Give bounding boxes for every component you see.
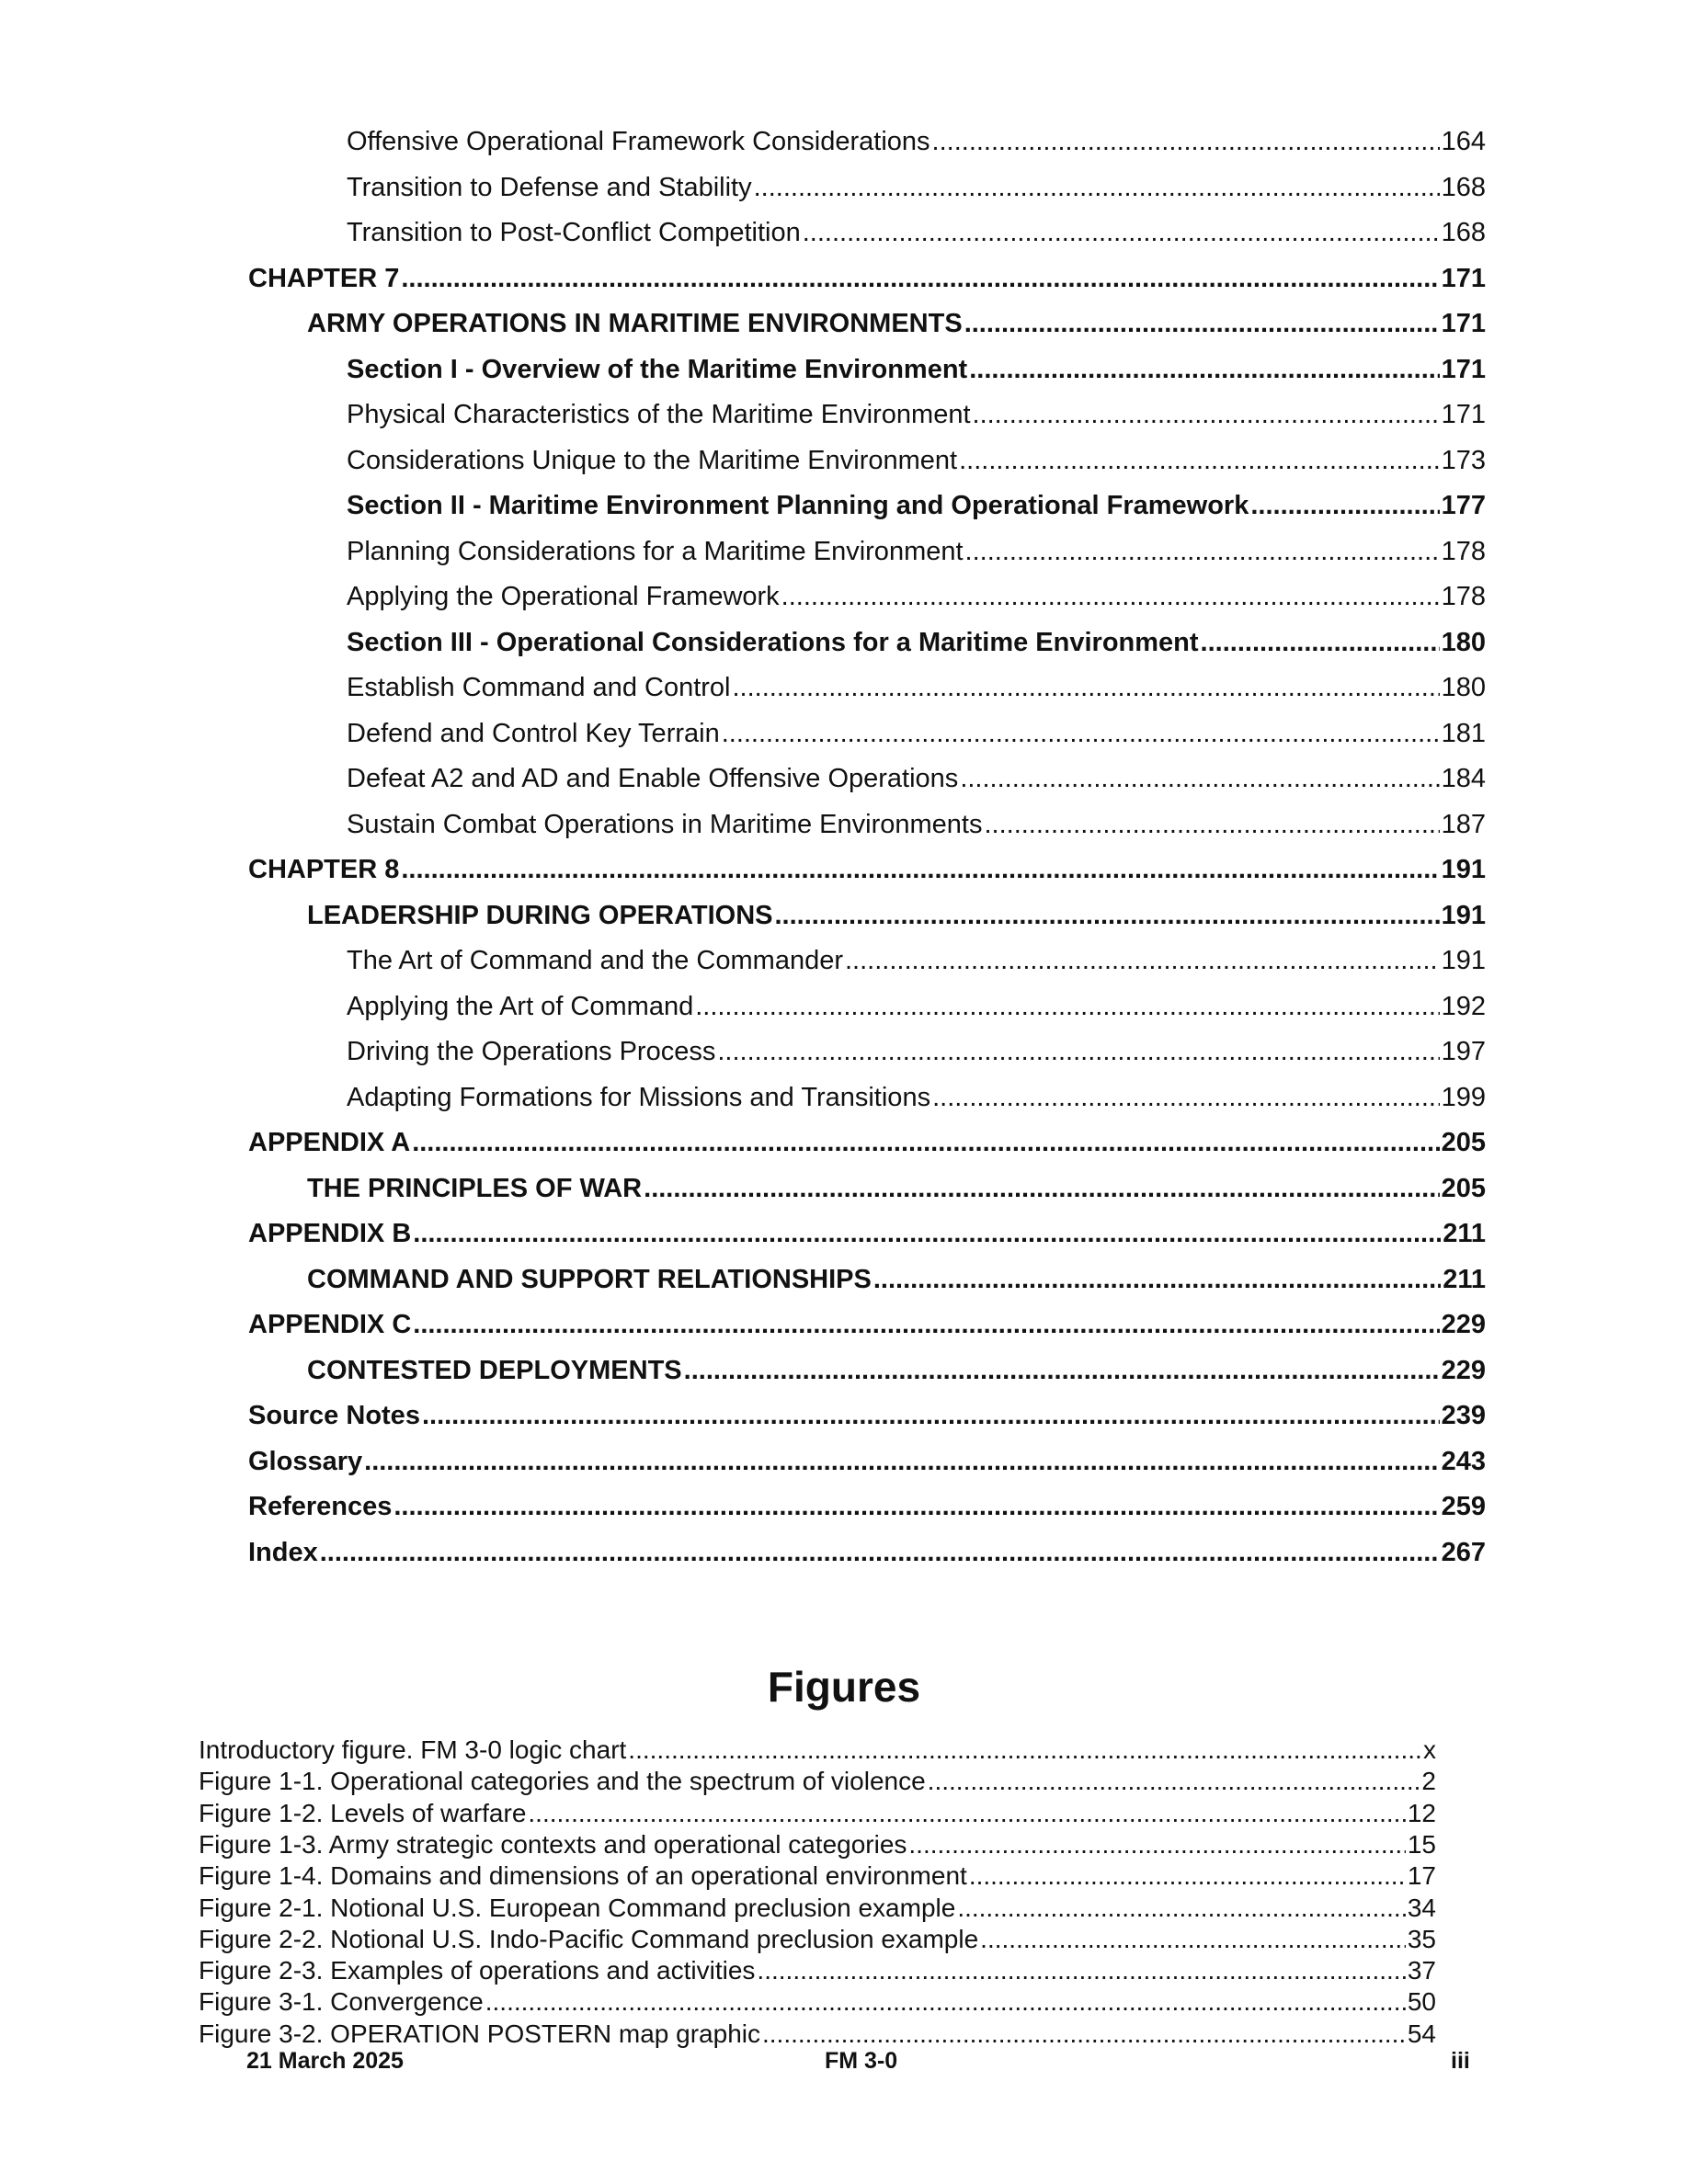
toc-entry-page: 168 [1441,172,1486,202]
toc-entry-title: Transition to Defense and Stability [347,172,752,202]
toc-entry-title: Source Notes [248,1401,420,1430]
dot-leader [762,2019,1406,2049]
toc-entry-page: 191 [1441,855,1486,884]
dot-leader [754,173,1440,203]
toc-entry-page: 171 [1441,263,1486,293]
toc-entry-page: 243 [1441,1446,1486,1476]
dot-leader [973,400,1440,430]
toc-entry[interactable] [248,1128,1486,1158]
figure-entry-title: Figure 1-4. Domains and dimensions of an operational environment [199,1861,967,1891]
dot-leader [803,218,1440,248]
toc-entry-page: 211 [1443,1219,1486,1248]
figure-entry-title: Figure 3-2. OPERATION POSTERN map graphic [199,2019,760,2048]
figure-entry-title: Introductory figure. FM 3-0 logic chart [199,1735,627,1764]
toc-entry-page: 177 [1441,491,1486,520]
dot-leader [413,1310,1439,1340]
toc-entry[interactable] [347,400,1486,430]
toc-entry[interactable] [347,582,1486,612]
toc-entry-title: Driving the Operations Process [347,1037,716,1066]
figure-entry[interactable] [199,1956,1436,1985]
toc-entry-title: Sustain Combat Operations in Maritime Environments [347,809,983,839]
toc-entry[interactable] [347,355,1486,385]
toc-entry[interactable] [347,218,1486,248]
toc-entry-title: CHAPTER 7 [248,263,400,293]
figure-entry-title: Figure 2-3. Examples of operations and activities [199,1956,756,1985]
dot-leader [781,582,1440,612]
dot-leader [980,1925,1406,1954]
toc-entry[interactable] [347,719,1486,749]
toc-entry-title: Section I - Overview of the Maritime Environment [347,354,968,384]
toc-entry[interactable] [248,1492,1486,1522]
dot-leader [957,1894,1406,1923]
toc-entry[interactable] [347,628,1486,658]
dot-leader [928,1767,1420,1796]
toc-entry[interactable] [347,446,1486,476]
toc-entry-title: APPENDIX A [248,1128,411,1157]
dot-leader [959,446,1440,476]
dot-leader [969,1861,1406,1891]
toc-entry-page: 211 [1443,1264,1486,1294]
toc-entry-title: Section II - Maritime Environment Planning and Operational Framework [347,491,1249,520]
figure-entry-title: Figure 2-1. Notional U.S. European Command preclusion example [199,1893,956,1922]
figure-entry[interactable] [199,1735,1436,1765]
figure-entry-title: Figure 1-3. Army strategic contexts and operational categories [199,1829,907,1859]
figure-entry-page: 2 [1421,1767,1436,1796]
dot-leader [364,1447,1439,1477]
toc-entry-title: LEADERSHIP DURING OPERATIONS [307,900,773,930]
dot-leader [401,264,1439,294]
figure-entry-title: Figure 1-2. Levels of warfare [199,1798,527,1827]
dot-leader [845,946,1440,976]
dot-leader [695,992,1439,1022]
dot-leader [964,309,1440,339]
toc-entry-page: 199 [1441,1082,1486,1112]
toc-entry-page: 171 [1441,309,1486,338]
figure-entry[interactable] [199,1799,1436,1828]
figure-entry-title: Figure 1-1. Operational categories and the spectrum of violence [199,1767,926,1796]
toc-entry-page: 205 [1441,1173,1486,1203]
dot-leader [873,1265,1441,1295]
dot-leader [984,810,1439,840]
dot-leader [717,1037,1439,1067]
figure-entry-page: 37 [1407,1956,1436,1985]
toc-entry-title: Section III - Operational Considerations for a Maritime Environment [347,627,1199,657]
toc-entry[interactable] [347,173,1486,203]
dot-leader [412,1128,1439,1158]
dot-leader [932,1083,1440,1113]
figure-entry-title: Figure 3-1. Convergence [199,1987,484,2017]
dot-leader [908,1830,1405,1860]
toc-entry-title: ARMY OPERATIONS IN MARITIME ENVIRONMENTS [307,309,963,338]
toc-entry[interactable] [347,1083,1486,1113]
toc-entry[interactable] [307,1265,1486,1295]
figure-entry-page: 54 [1407,2019,1436,2048]
toc-entry-title: Offensive Operational Framework Considerations [347,127,930,156]
dot-leader [965,537,1440,567]
toc-entry-title: Adapting Formations for Missions and Transitions [347,1082,931,1112]
toc-entry[interactable] [347,764,1486,794]
toc-entry-page: 197 [1441,1037,1486,1066]
toc-entry[interactable] [347,127,1486,157]
toc-entry[interactable] [248,1447,1486,1477]
toc-entry[interactable] [347,673,1486,703]
toc-entry-page: 229 [1441,1355,1486,1385]
toc-entry-title: References [248,1492,393,1521]
toc-entry-page: 173 [1441,445,1486,475]
dot-leader [401,855,1439,885]
figure-entry[interactable] [199,1894,1436,1923]
toc-entry-page: 187 [1441,809,1486,839]
dot-leader [969,355,1439,385]
toc-entry-title: Glossary [248,1446,363,1476]
toc-entry-title: CONTESTED DEPLOYMENTS [307,1355,682,1385]
toc-entry-title: Planning Considerations for a Maritime Environment [347,536,964,566]
dot-leader [528,1799,1405,1828]
dot-leader [422,1401,1440,1431]
toc-entry-title: COMMAND AND SUPPORT RELATIONSHIPS [307,1264,872,1294]
dot-leader [684,1356,1440,1386]
toc-entry-page: 259 [1441,1492,1486,1521]
dot-leader [628,1735,1421,1765]
toc-entry-page: 180 [1441,673,1486,702]
figure-entry[interactable] [199,1861,1436,1891]
toc-entry-title: Establish Command and Control [347,673,731,702]
figure-entry[interactable] [199,2019,1436,2049]
figure-entry[interactable] [199,1925,1436,1954]
dot-leader [1250,491,1439,521]
toc-entry[interactable] [248,1219,1486,1249]
toc-entry-title: APPENDIX C [248,1310,412,1339]
toc-entry-title: THE PRINCIPLES OF WAR [307,1173,643,1203]
dot-leader [732,673,1439,703]
footer-date: 21 March 2025 [246,2048,404,2074]
toc-entry-title: Considerations Unique to the Maritime Environment [347,445,958,475]
toc-entry-page: 267 [1441,1537,1486,1567]
toc-entry[interactable] [347,537,1486,567]
dot-leader [413,1219,1441,1249]
toc-entry-page: 178 [1441,536,1486,566]
dot-leader [932,127,1440,157]
figure-entry[interactable] [199,1830,1436,1860]
dot-leader [393,1492,1439,1522]
figure-entry-page: x [1423,1735,1436,1764]
figure-entry[interactable] [199,1987,1436,2017]
toc-entry-page: 191 [1441,900,1486,930]
toc-entry[interactable] [248,1538,1486,1568]
toc-entry-page: 192 [1441,991,1486,1021]
toc-entry-title: Applying the Art of Command [347,991,694,1021]
figures-heading: Figures [767,1663,921,1711]
toc-entry-title: Index [248,1537,318,1567]
toc-entry-page: 239 [1441,1401,1486,1430]
toc-entry-page: 178 [1441,582,1486,611]
toc-entry[interactable] [307,1356,1486,1386]
footer-doc-id: FM 3-0 [825,2048,898,2074]
toc-entry-page: 184 [1441,764,1486,793]
toc-entry-page: 164 [1441,127,1486,156]
dot-leader [774,901,1439,931]
toc-entry-title: Applying the Operational Framework [347,582,780,611]
toc-entry-title: Transition to Post-Conflict Competition [347,218,801,247]
dot-leader [644,1174,1439,1204]
toc-entry-page: 168 [1441,218,1486,247]
toc-entry[interactable] [347,1037,1486,1067]
dot-leader [485,1987,1406,2017]
toc-entry[interactable] [347,491,1486,521]
toc-entry-title: CHAPTER 8 [248,855,400,884]
toc-entry[interactable] [248,855,1486,885]
figure-entry-page: 12 [1407,1798,1436,1827]
toc-entry[interactable] [307,901,1486,931]
figure-entry-page: 50 [1407,1987,1436,2017]
toc-entry-page: 181 [1441,718,1486,748]
toc-entry[interactable] [347,992,1486,1022]
toc-entry-title: Defeat A2 and AD and Enable Offensive Operations [347,764,959,793]
toc-entry[interactable] [307,1174,1486,1204]
dot-leader [722,719,1440,749]
toc-entry[interactable] [347,810,1486,840]
dot-leader [757,1956,1405,1985]
figure-entry-page: 35 [1407,1924,1436,1953]
footer-page-number: iii [1451,2048,1470,2074]
toc-entry-page: 191 [1441,946,1486,975]
toc-entry[interactable] [248,1401,1486,1431]
toc-entry-page: 180 [1441,627,1486,657]
figure-entry[interactable] [199,1767,1436,1796]
toc-entry-title: The Art of Command and the Commander [347,946,843,975]
toc-entry-page: 205 [1441,1128,1486,1157]
figure-entry-title: Figure 2-2. Notional U.S. Indo-Pacific Command preclusion example [199,1924,979,1953]
toc-entry-title: Defend and Control Key Terrain [347,718,720,748]
figure-entry-page: 17 [1407,1861,1436,1891]
dot-leader [320,1538,1440,1568]
toc-entry[interactable] [248,264,1486,294]
dot-leader [960,764,1439,794]
toc-entry-page: 171 [1441,354,1486,384]
figure-entry-page: 34 [1407,1893,1436,1922]
toc-entry[interactable] [307,309,1486,339]
toc-entry[interactable] [248,1310,1486,1340]
toc-entry-page: 229 [1441,1310,1486,1339]
figure-entry-page: 15 [1407,1829,1436,1859]
toc-entry-page: 171 [1441,400,1486,429]
toc-entry-title: Physical Characteristics of the Maritime Environment [347,400,971,429]
toc-entry[interactable] [347,946,1486,976]
toc-entry-title: APPENDIX B [248,1219,412,1248]
dot-leader [1201,628,1440,658]
